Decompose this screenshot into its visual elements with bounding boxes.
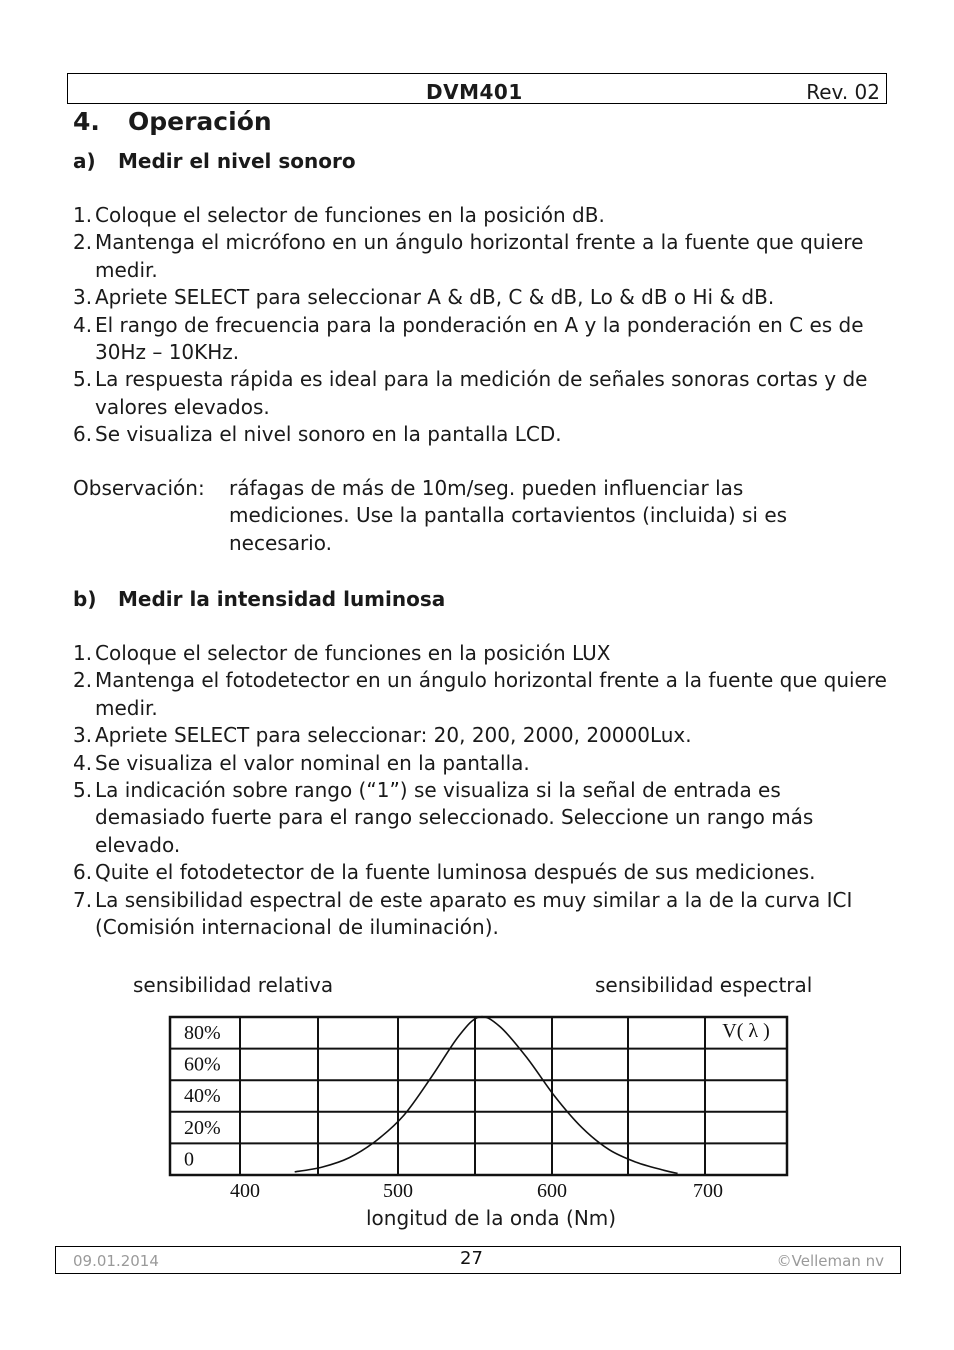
list-item — [73, 750, 893, 777]
step-number: 3. — [73, 723, 93, 748]
step-text: Se visualiza el valor nominal en la pantalla. — [95, 750, 530, 775]
chart-y-caption: sensibilidad relativa — [133, 973, 334, 997]
list-item — [73, 284, 893, 311]
x-tick-label: 700 — [693, 1180, 723, 1202]
chart-grid — [170, 1017, 787, 1175]
step-text: Coloque el selector de funciones en la posición LUX — [95, 641, 611, 665]
section-heading: Operación — [128, 107, 272, 136]
step-number: 5. — [73, 778, 93, 803]
chart-right-caption: sensibilidad espectral — [595, 973, 813, 997]
y-tick-label: 40% — [184, 1085, 221, 1108]
footer-copyright: ©Velleman nv — [776, 1252, 884, 1270]
page-footer — [55, 1246, 901, 1274]
y-tick-label: 0 — [184, 1148, 194, 1171]
subsection-b-title — [73, 587, 445, 611]
step-number: 3. — [73, 285, 93, 310]
list-item — [73, 202, 893, 229]
step-text: El rango de frecuencia para la ponderación en A y la ponderación en C es de 30Hz – 10KHz. — [95, 312, 864, 365]
step-number: 5. — [73, 367, 93, 392]
step-text: Se visualiza el nivel sonoro en la pantalla LCD. — [95, 422, 562, 447]
spectral-sensitivity-chart — [160, 1005, 800, 1205]
step-number: 2. — [73, 668, 93, 693]
list-item — [73, 312, 893, 367]
list-item — [73, 421, 893, 448]
step-text: La respuesta rápida es ideal para la medición de señales sonoras cortas y de valores elevados. — [95, 367, 868, 419]
list-item — [73, 722, 893, 749]
x-tick-label: 400 — [230, 1180, 260, 1202]
step-text: Quite el fotodetector de la fuente luminosa después de sus mediciones. — [95, 860, 816, 885]
light-steps-list — [73, 640, 893, 941]
step-number: 4. — [73, 750, 93, 775]
list-item — [73, 640, 893, 667]
chart-frame — [170, 1017, 787, 1175]
step-text: Apriete SELECT para seleccionar: 20, 200, 2000, 20000Lux. — [95, 723, 692, 748]
revision: Rev. 02 — [806, 80, 880, 104]
y-tick-label: 20% — [184, 1116, 221, 1139]
list-item — [73, 229, 893, 284]
y-tick-labels — [184, 1022, 221, 1170]
step-number: 4. — [73, 312, 93, 337]
step-number: 6. — [73, 860, 93, 885]
subsection-a-title — [73, 149, 356, 173]
y-tick-label: 60% — [184, 1053, 221, 1076]
x-tick-label: 500 — [383, 1180, 413, 1202]
sensitivity-curve — [295, 1017, 678, 1174]
subsection-a-heading: Medir el nivel sonoro — [118, 149, 356, 173]
step-text: Coloque el selector de funciones en la posición dB. — [95, 203, 605, 227]
step-text: La sensibilidad espectral de este aparato es muy similar a la de la curva ICI (Comisión internacional de iluminación). — [95, 887, 853, 940]
step-number: 1. — [73, 203, 93, 227]
series-label: V( λ ) — [722, 1020, 770, 1042]
x-tick-labels — [230, 1180, 723, 1202]
y-tick-label: 80% — [184, 1022, 221, 1044]
step-number: 7. — [73, 887, 93, 912]
step-text: Mantenga el fotodetector en un ángulo horizontal frente a la fuente que quiere medir. — [95, 668, 887, 720]
step-text: Apriete SELECT para seleccionar A & dB, C & dB, Lo & dB o Hi & dB. — [95, 285, 775, 310]
subsection-b-label: b) — [73, 587, 97, 611]
x-tick-label: 600 — [537, 1180, 567, 1202]
step-text: Mantenga el micrófono en un ángulo horizontal frente a la fuente que quiere medir. — [95, 230, 864, 282]
page-header — [67, 73, 887, 104]
observation-text: ráfagas de más de 10m/seg. pueden influenciar las mediciones. Use la pantalla cortavientos (incluida) si es necesario. — [229, 476, 788, 555]
list-item — [73, 366, 893, 421]
model-name: DVM401 — [426, 80, 523, 104]
chart-x-label: longitud de la onda (Nm) — [366, 1206, 617, 1230]
section-title — [73, 107, 272, 136]
subsection-b-heading: Medir la intensidad luminosa — [118, 587, 446, 611]
list-item — [73, 859, 893, 886]
footer-date: 09.01.2014 — [73, 1252, 159, 1270]
subsection-a-label: a) — [73, 149, 96, 173]
sound-steps-list — [73, 202, 893, 449]
list-item — [73, 887, 893, 942]
list-item — [73, 667, 893, 722]
step-number: 2. — [73, 230, 93, 255]
list-item — [73, 777, 893, 859]
section-number: 4. — [73, 107, 100, 136]
step-text: La indicación sobre rango (“1”) se visualiza si la señal de entrada es demasiado fuerte para el rango seleccionado. Seleccione un rango más elevado. — [95, 778, 814, 857]
observation-label: Observación: — [73, 476, 205, 500]
step-number: 6. — [73, 422, 93, 447]
step-number: 1. — [73, 641, 93, 665]
page-number: 27 — [460, 1248, 483, 1269]
